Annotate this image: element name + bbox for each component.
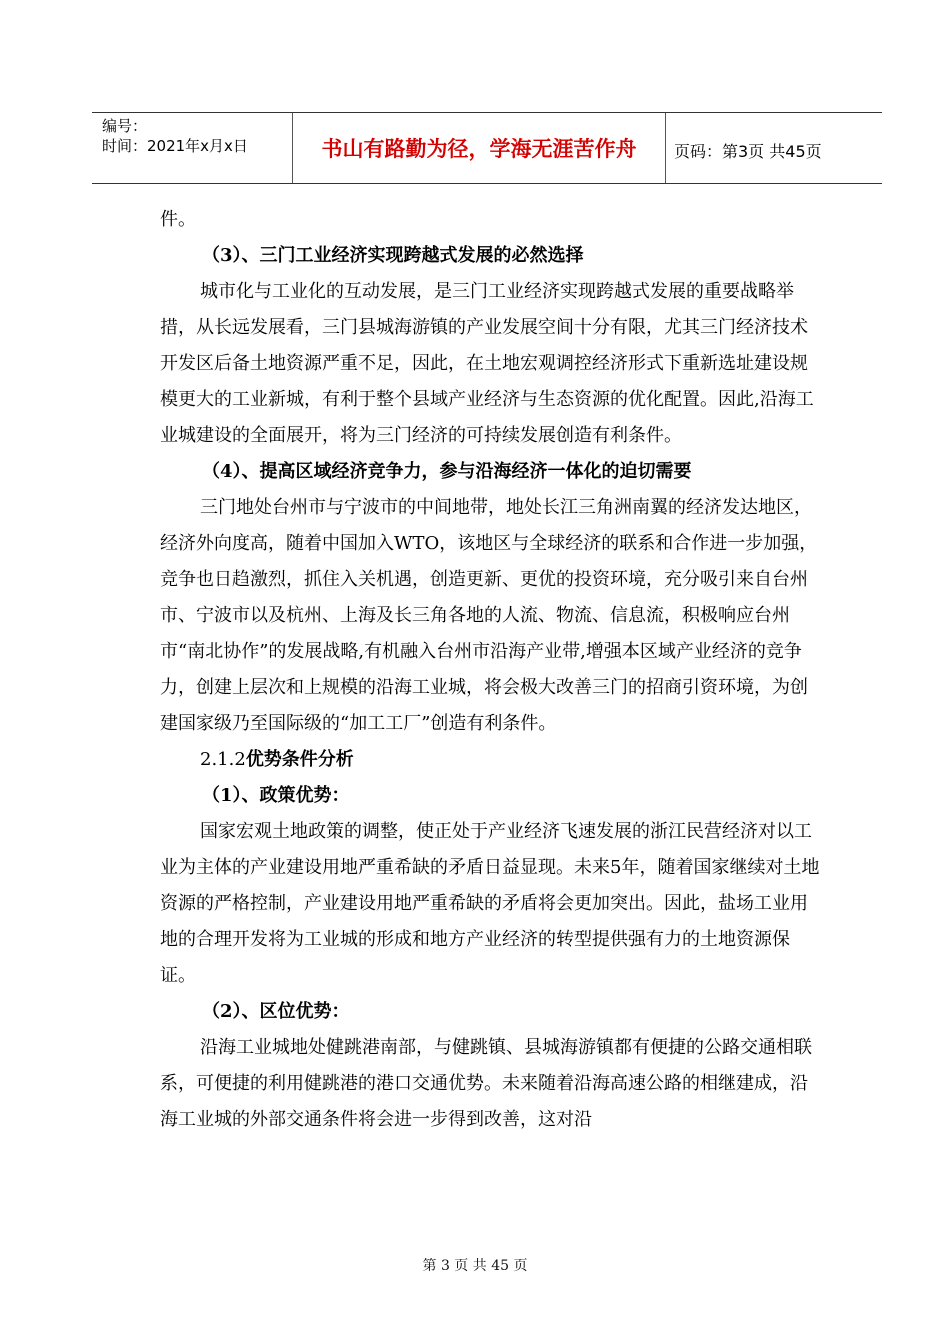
heading-location: （2）、区位优势： — [202, 1001, 350, 1022]
paragraph-4: 三门地处台州市与宁波市的中间地带，地处长江三角洲南翼的经济发达地区，经济外向度高，随着中国加入WTO，该地区与全球经济的联系和合作进一步加强，竞争也日趋激烈，抓住入关机遇，创造更新、更优的投资环境，充分吸引来自台州市、宁波市以及杭州、上海及长三角各地的人流、物流、信息流，积极响应台州市“南北协作”的发展战略,有机融入台州市沿海产业带,增强本区域产业经济的竞争力，创建上层次和上规模的沿海工业城，将会极大改善三门的招商引资环境，为创建国家级乃至国际级的“加工工厂”创造有利条件。 — [160, 497, 818, 734]
document-body — [160, 202, 820, 1138]
motto: 书山有路勤为径，学海无涯苦作舟 — [321, 137, 637, 161]
header-meta — [92, 113, 292, 183]
paragraph-continuation: 件。 — [160, 209, 196, 230]
heading-policy: （1）、政策优势： — [202, 785, 350, 806]
page-info: 页码：第3页 共45页 — [674, 142, 822, 161]
section-number: 2.1.2 — [200, 749, 246, 770]
paragraph-3: 城市化与工业化的互动发展，是三门工业经济实现跨越式发展的重要战略举措，从长远发展看，三门县城海游镇的产业发展空间十分有限，尤其三门经济技术开发区后备土地资源严重不足，因此，在土地宏观调控经济形式下重新选址建设规模更大的工业新城，有利于整个县域产业经济与生态资源的优化配置。因此,沿海工业城建设的全面展开，将为三门经济的可持续发展创造有利条件。 — [160, 281, 814, 446]
time-label: 时间：2021年x月x日 — [102, 137, 248, 155]
section-heading — [160, 742, 820, 778]
heading-3: （3）、三门工业经济实现跨越式发展的必然选择 — [202, 245, 584, 266]
heading-4: （4）、提高区域经济竞争力，参与沿海经济一体化的迫切需要 — [202, 461, 692, 482]
paragraph-policy: 国家宏观土地政策的调整，使正处于产业经济飞速发展的浙江民营经济对以工业为主体的产业建设用地严重希缺的矛盾日益显现。未来5年，随着国家继续对土地资源的严格控制，产业建设用地严重希缺的矛盾将会更加突出。因此，盐场工业用地的合理开发将为工业城的形成和地方产业经济的转型提供强有力的土地资源保证。 — [160, 821, 820, 986]
header-motto-cell — [292, 113, 666, 183]
page-footer: 第 3 页 共 45 页 — [422, 1258, 528, 1274]
number-label: 编号： — [102, 117, 148, 135]
paragraph-location: 沿海工业城地处健跳港南部，与健跳镇、县城海游镇都有便捷的公路交通相联系，可便捷的利用健跳港的港口交通优势。未来随着沿海高速公路的相继建成，沿海工业城的外部交通条件将会进一步得到改善，这对沿 — [160, 1037, 812, 1130]
header-page-cell — [664, 113, 882, 183]
section-title: 优势条件分析 — [245, 749, 354, 770]
document-header — [92, 112, 882, 184]
